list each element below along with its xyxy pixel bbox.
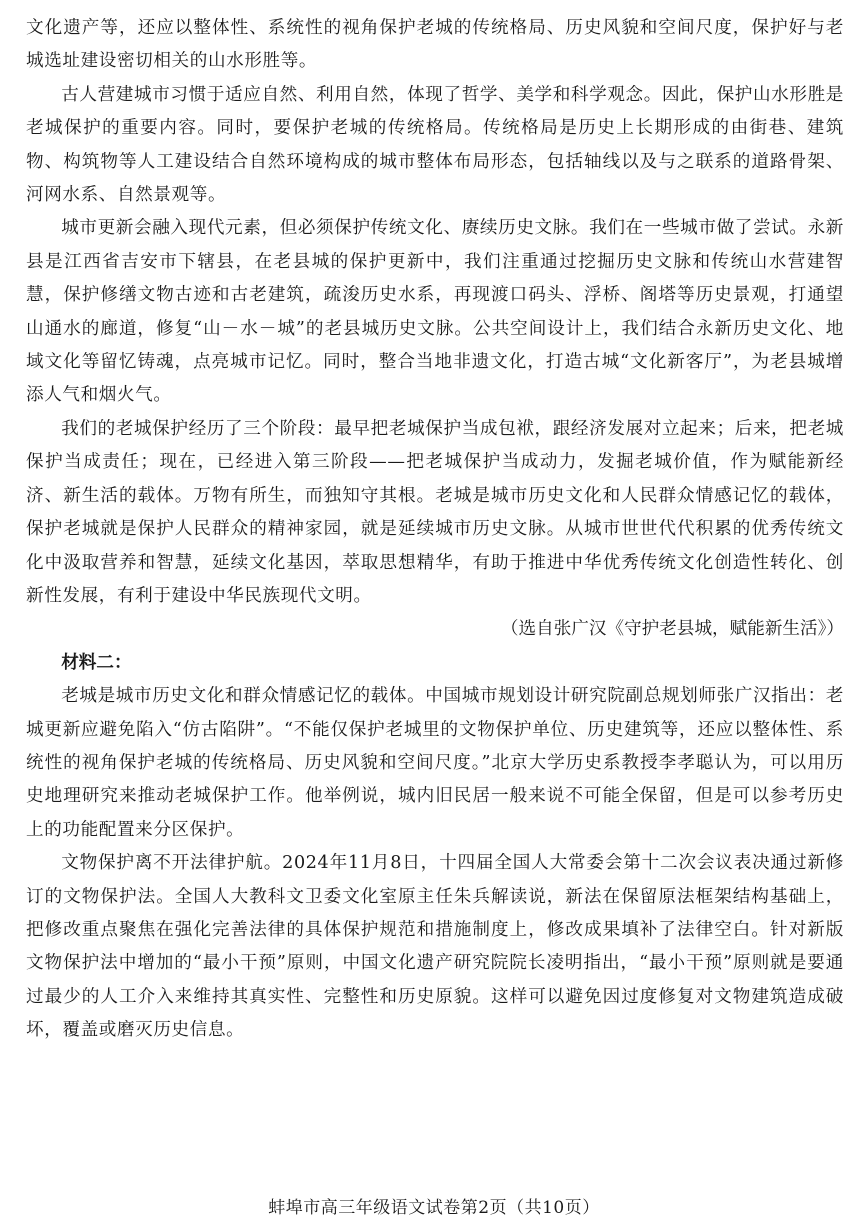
paragraph-old-city-carrier: 老城是城市历史文化和群众情感记忆的载体。中国城市规划设计研究院副总规划师张广汉指出：老城更新应避免陷入“仿古陷阱”。“不能仅保护老城里的文物保护单位、历史建筑等，还应以整体性、系统性的视角保护老城的传统格局、历史风貌和空间尺度。”北京大学历史系教授李孝聪认为，可以用历史地理研究来推动老城保护工作。他举例说，城内旧民居一般来说不可能全保留，但是可以参考历史上的功能配置来分区保护。 bbox=[26, 686, 844, 840]
paragraph-three-stages: 我们的老城保护经历了三个阶段：最早把老城保护当成包袱，跟经济发展对立起来；后来，把老城保护当成责任；现在，已经进入第三阶段——把老城保护当成动力，发掘老城价值，作为赋能新经济、新生活的载体。万物有所生，而独知守其根。老城是城市历史文化和人民群众情感记忆的载体，保护老城就是保护人民群众的精神家园，就是延续城市历史文脉。从城市世世代代积累的优秀传统文化中汲取营养和智慧，延续文化基因，萃取思想精华，有助于推进中华优秀传统文化创造性转化、创新性发展，有利于建设中华民族现代文明。 bbox=[26, 418, 844, 606]
source-citation: （选自张广汉《守护老县城，赋能新生活》） bbox=[500, 619, 844, 640]
paragraph-yongxin: 城市更新会融入现代元素，但必须保护传统文化、赓续历史文脉。我们在一些城市做了尝试。永新县是江西省吉安市下辖县，在老县城的保护更新中，我们注重通过挖掘历史文脉和传统山水营建智慧，保护修缮文物古迹和古老建筑，疏浚历史水系，再现渡口码头、浮桥、阁塔等历史景观，打通望山通水的廊道，修复“山－水－城”的老县城历史文脉。公共空间设计上，我们结合永新历史文化、地域文化等留忆铸魂，点亮城市记忆。同时，整合当地非遗文化，打造古城“文化新客厅”，为老县城增添人气和烟火气。 bbox=[26, 218, 844, 406]
paragraph-law-protection: 文物保护离不开法律护航。2024年11月8日，十四届全国人大常委会第十二次会议表决通过新修订的文物保护法。全国人大教科文卫委文化室原主任朱兵解读说，新法在保留原法框架结构基础上，把修改重点聚焦在强化完善法律的具体保护规范和措施制度上，修改成果填补了法律空白。针对新版文物保护法中增加的“最小干预”原则，中国文化遗产研究院院长凌明指出，“最小干预”原则就是要通过最少的人工介入来维持其真实性、完整性和历史原貌。这样可以避免因过度修复对文物建筑造成破坏，覆盖或磨灭历史信息。 bbox=[26, 853, 844, 1041]
material-two-heading: 材料二： bbox=[61, 652, 132, 673]
paragraph-continued: 文化遗产等，还应以整体性、系统性的视角保护老城的传统格局、历史风貌和空间尺度，保护好与老城选址建设密切相关的山水形胜等。 bbox=[26, 18, 844, 72]
paragraph-landscape: 古人营建城市习惯于适应自然、利用自然，体现了哲学、美学和科学观念。因此，保护山水形胜是老城保护的重要内容。同时，要保护老城的传统格局。传统格局是历史上长期形成的由街巷、建筑物、构筑物等人工建设结合自然环境构成的城市整体布局形态，包括轴线以及与之联系的道路骨架、河网水系、自然景观等。 bbox=[26, 84, 844, 206]
page-footer: 蚌埠市高三年级语文试卷第2页（共10页） bbox=[268, 1198, 600, 1218]
exam-page bbox=[26, 12, 844, 1048]
